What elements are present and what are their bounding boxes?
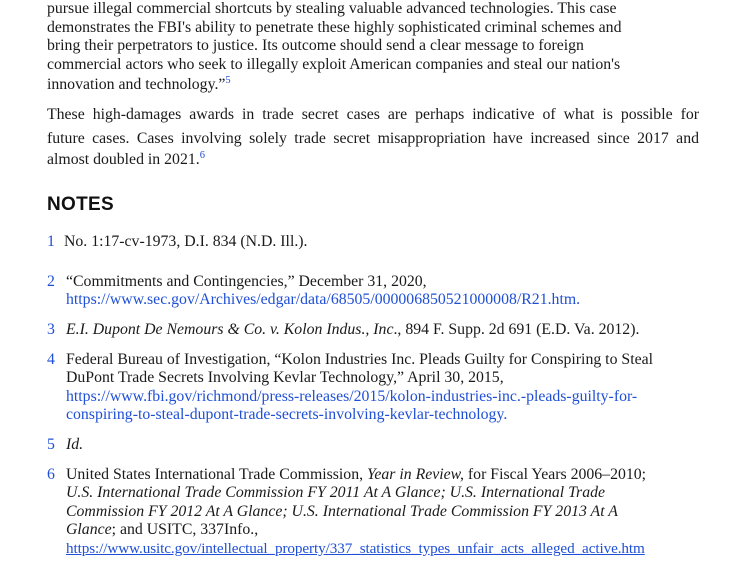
note-text: Id. (66, 436, 84, 453)
note-number[interactable]: 1 (47, 233, 55, 250)
paragraph-line: future cases. Cases involving solely trade secret misappropriation have increased since 2017 and (47, 130, 699, 147)
paragraph-line: innovation and technology.” (47, 76, 226, 94)
note-number[interactable]: 3 (47, 321, 55, 338)
note-text: United States International Trade Commission, (66, 466, 367, 483)
body-paragraph (47, 104, 699, 170)
note-text: ., 894 F. Supp. 2d 691 (E.D. Va. 2012). (393, 321, 640, 338)
paragraph-line: commercial actors who seek to illegally exploit American companies and steal our nation's (47, 55, 621, 73)
publication-title: Glance (66, 521, 112, 539)
footnote-ref-6[interactable]: 6 (199, 150, 205, 161)
note-text: Federal Bureau of Investigation, “Kolon Industries Inc. Pleads Guilty for Conspiring to Steal (66, 351, 654, 368)
paragraph-line: These high-damages awards in trade secret cases are perhaps indicative of what is possible for (47, 106, 699, 123)
paragraph-line: pursue illegal commercial shortcuts by stealing valuable advanced technologies. This case (47, 0, 617, 17)
note-number[interactable]: 4 (47, 351, 55, 368)
publication-title: Commission FY 2012 At A Glance; U.S. International Trade Commission FY 2013 At A (66, 502, 618, 520)
note-number[interactable]: 6 (47, 466, 55, 483)
notes-heading: NOTES (47, 194, 114, 215)
publication-title: U.S. International Trade Commission FY 2011 At A Glance; U.S. International Trade (66, 484, 606, 502)
quote-paragraph (47, 0, 699, 95)
note-text: for Fiscal Years 2006–2010; (463, 466, 647, 483)
note-text: DuPont Trade Secrets Involving Kevlar Technology,” April 30, 2015, (66, 369, 504, 387)
note-link[interactable]: https://www.usitc.gov/intellectual_property/337_statistics_types_unfair_acts_alleged_active.htm (66, 539, 645, 557)
note-number[interactable]: 5 (47, 436, 55, 453)
paragraph-line: almost doubled in 2021. (47, 151, 200, 168)
note-text: “Commitments and Contingencies,” December 31, 2020, (66, 273, 427, 290)
case-name: E.I. Dupont De Nemours & Co. v. Kolon Indus., Inc (66, 321, 394, 338)
paragraph-line: bring their perpetrators to justice. Its outcome should send a clear message to foreign (47, 37, 584, 55)
note-text: No. 1:17-cv-1973, D.I. 834 (N.D. Ill.). (64, 233, 308, 250)
paragraph-line: demonstrates the FBI's ability to penetrate these highly sophisticated criminal schemes and (47, 18, 622, 36)
note-link[interactable]: https://www.fbi.gov/richmond/press-releases/2015/kolon-industries-inc.-pleads-guilty-for- (66, 387, 638, 405)
publication-title: Year in Review, (367, 466, 464, 483)
note-link[interactable]: conspiring-to-steal-dupont-trade-secrets-involving-kevlar-technology. (66, 406, 508, 424)
note-link[interactable]: https://www.sec.gov/Archives/edgar/data/68505/000006850521000008/R21.htm. (66, 291, 581, 309)
note-text: ; and USITC, 337Info., (111, 521, 259, 539)
note-number[interactable]: 2 (47, 273, 55, 290)
footnote-ref-5[interactable]: 5 (225, 75, 231, 87)
